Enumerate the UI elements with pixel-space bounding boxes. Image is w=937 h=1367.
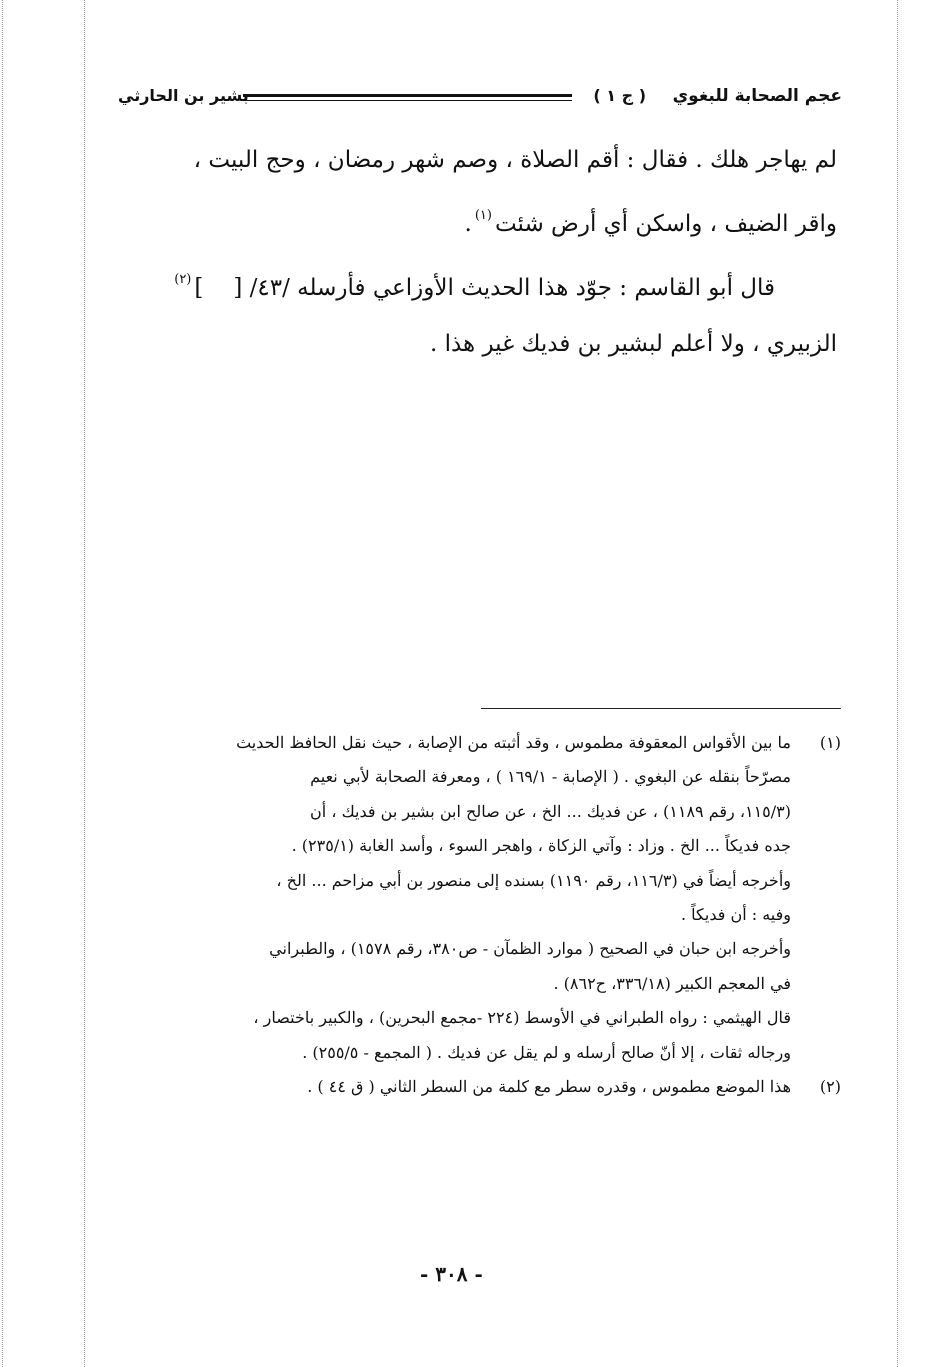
footnote-1	[110, 726, 841, 1070]
text-line: واقر الضيف ، واسكن أي أرض شئت$^{(١)}$.	[464, 208, 837, 237]
footnote-2	[110, 1070, 841, 1104]
footnote-line: ورجاله ثقات ، إلا أنّ صالح أرسله و لم يقل عن فديك . ( المجمع - ٢٥٥/٥) .	[302, 1042, 791, 1062]
text-line: الزبيري ، ولا أعلم لبشير بن فديك غير هذا .	[429, 331, 837, 357]
footnote-ref-2: (٢)	[174, 272, 192, 287]
section-name: بشير بن الحارثي	[118, 86, 249, 105]
footnote-line: هذا الموضع مطموس ، وقدره سطر مع كلمة من السطر الثاني ( ق ٤٤ ) .	[307, 1077, 791, 1097]
footnote-line: قال الهيثمي : رواه الطبراني في الأوسط (٢٢٤ -مجمع البحرين) ، والكبير باختصار ،	[253, 1008, 791, 1028]
footnote-line: ما بين الأقواس المعقوفة مطموس ، وقد أثبته من الإصابة ، حيث نقل الحافظ الحديث	[236, 733, 791, 752]
footnote-number: (١)	[819, 733, 841, 752]
footnote-line: وفيه : أن فديكاً .	[680, 905, 791, 925]
volume-label: ( ج ١ )	[593, 86, 646, 105]
book-title: عجم الصحابة للبغوي	[672, 86, 842, 106]
footnote-number: (٢)	[819, 1077, 841, 1097]
footnote-line: مصرّحاً بنقله عن البغوي . ( الإصابة - ١٦٩/١ ) ، ومعرفة الصحابة لأبي نعيم	[310, 767, 791, 787]
footnote-line: وأخرجه أيضاً في (١١٦/٣، رقم ١١٩٠) بسنده إلى منصور بن أبي مزاحم ... الخ ،	[276, 870, 791, 890]
footnote-line: (١١٥/٣، رقم ١١٨٩) ، عن فديك ... الخ ، عن صالح ابن بشير بن فديك ، أن	[310, 801, 791, 821]
page-number: - ٣٠٨ -	[420, 1262, 483, 1286]
footnote-separator	[481, 708, 841, 709]
text-line: قال أبو القاسم : جوّد هذا الحديث الأوزاعي فأرسله /٤٣/ []$^{(٢)}$	[174, 272, 775, 301]
footnote-line: وأخرجه ابن حبان في الصحيح ( موارد الظمآن - ص٣٨٠، رقم ١٥٧٨) ، والطبراني	[269, 939, 791, 959]
footnote-ref-1: (١)	[474, 208, 492, 223]
footnotes	[110, 726, 841, 1104]
running-header	[118, 80, 842, 114]
footnote-line: جده فديكاً ... الخ . وزاد : وآتي الزكاة ، واهجر السوء ، وأسد الغابة (٢٣٥/١) .	[291, 836, 791, 856]
footnote-line: في المعجم الكبير (٣٣٦/١٨، ح٨٦٢) .	[553, 973, 791, 993]
header-rule	[243, 94, 572, 101]
text-line: لم يهاجر هلك . فقال : أقم الصلاة ، وصم شهر رمضان ، وحج البيت ،	[193, 147, 837, 173]
main-text	[110, 132, 837, 372]
